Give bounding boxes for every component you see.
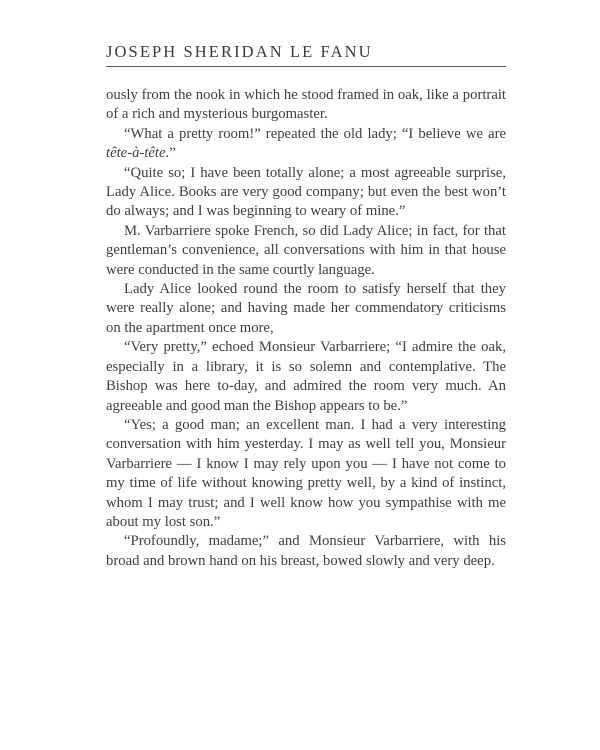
- paragraph-6: “Very pretty,” echoed Monsieur Varbarriere; “I admire the oak, especially in a library, it is so solemn and contemplative. The Bishop was here to-day, and admired the room very much. An agreeable and good man the Bishop appears to be.”: [106, 339, 506, 414]
- paragraph-7: “Yes; a good man; an excellent man. I had a very interesting conversation with him yesterday. I may as well tell you, Monsieur Varbarriere — I know I may rely upon you — I have not come to my time of life without knowing pretty well, by a kind of instinct, whom I may trust; and I well know how you sympathise with me about my lost son.”: [106, 416, 506, 530]
- paragraph-2-text: “What a pretty room!” repeated the old lady; “I believe we are: [124, 125, 506, 142]
- paragraph-2: [106, 125, 506, 164]
- paragraph-3: “Quite so; I have been totally alone; a most agreeable surprise, Lady Alice. Books are very good company; but even the best won’t do always; and I was beginning to weary of mine.”: [106, 164, 506, 220]
- paragraph-4: M. Varbarriere spoke French, so did Lady Alice; in fact, for that gentleman’s convenience, all conversations with him in that house were conducted in the same courtly language.: [106, 222, 506, 278]
- paragraph-2-italic: tête-à-tête: [106, 145, 166, 162]
- paragraph-2-end: .”: [165, 145, 176, 162]
- running-head: JOSEPH SHERIDAN LE FANU: [106, 42, 373, 61]
- header-rule: [106, 66, 506, 67]
- paragraph-5: Lady Alice looked round the room to satisfy herself that they were really alone; and having made her commendatory criticisms on the apartment once more,: [106, 281, 506, 336]
- paragraph-1: ously from the nook in which he stood framed in oak, like a portrait of a rich and mysterious burgomaster.: [106, 87, 506, 123]
- paragraph-8: “Profoundly, madame;” and Monsieur Varbarriere, with his broad and brown hand on his breast, bowed slowly and very deep.: [106, 533, 506, 569]
- body-text: [106, 86, 506, 571]
